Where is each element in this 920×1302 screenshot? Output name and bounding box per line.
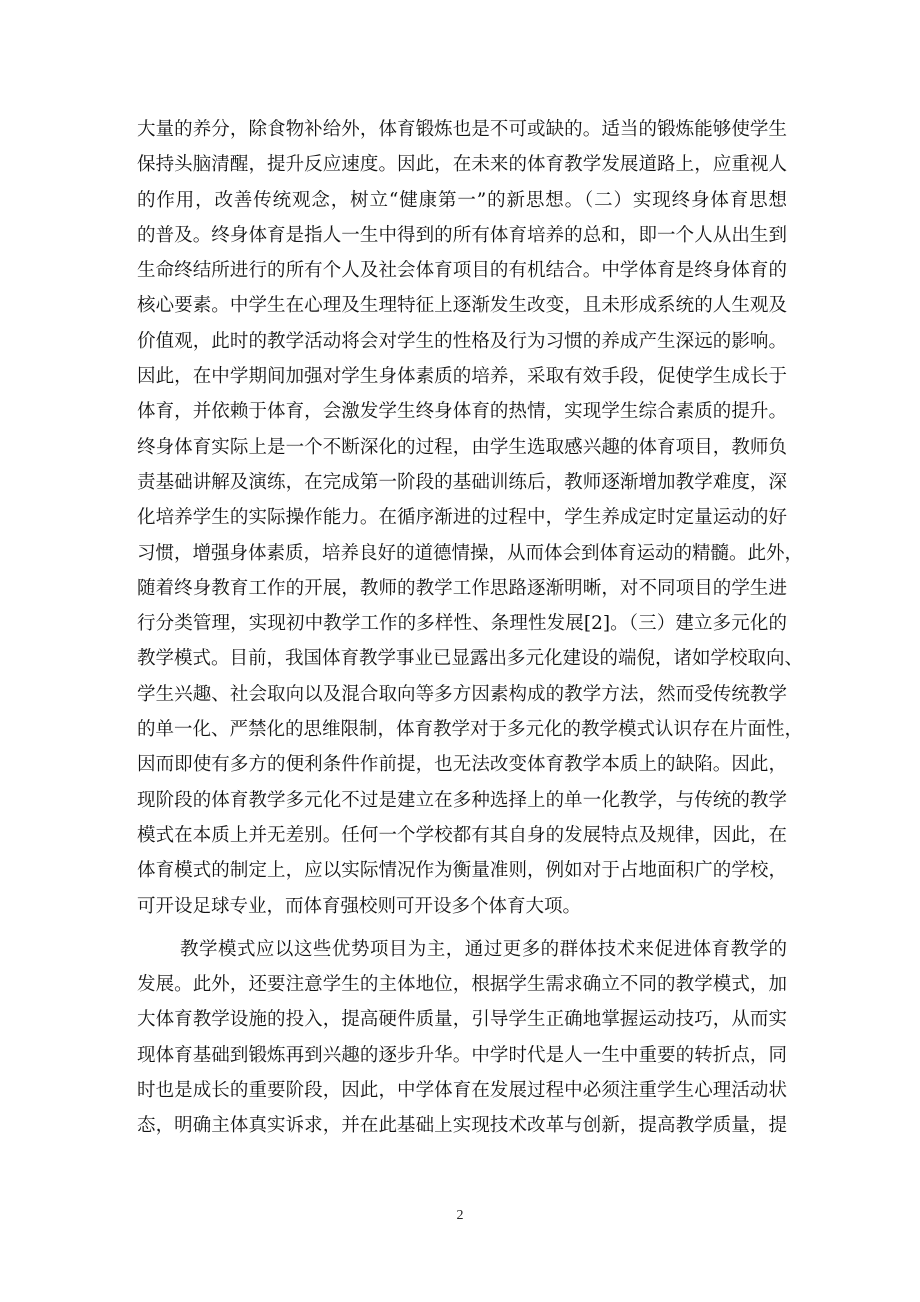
text-line: 体育，并依赖于体育，会激发学生终身体育的热情，实现学生综合素质的提升。 <box>137 401 787 423</box>
text-line: 终身体育实际上是一个不断深化的过程，由学生选取感兴趣的体育项目，教师负 <box>137 436 787 458</box>
page-number: 2 <box>456 1208 464 1223</box>
body-text <box>137 112 804 1144</box>
text-line: 体育模式的制定上，应以实际情况作为衡量准则，例如对于占地面积广的学校， <box>137 860 787 882</box>
text-line: 现阶段的体育教学多元化不过是建立在多种选择上的单一化教学，与传统的教学 <box>137 789 787 811</box>
text-line: 随着终身教育工作的开展，教师的教学工作思路逐渐明晰，对不同项目的学生进 <box>137 577 787 599</box>
text-line: 的单一化、严禁化的思维限制，体育教学对于多元化的教学模式认识存在片面性， <box>137 719 804 741</box>
text-line: 学生兴趣、社会取向以及混合取向等多方因素构成的教学方法，然而受传统教学 <box>137 683 787 705</box>
text-line: 模式在本质上并无差别。任何一个学校都有其自身的发展特点及规律，因此，在 <box>137 824 787 846</box>
text-line: 态，明确主体真实诉求，并在此基础上实现技术改革与创新，提高教学质量，提 <box>137 1115 787 1137</box>
text-line: 因而即使有多方的便利条件作前提，也无法改变体育教学本质上的缺陷。因此， <box>137 754 787 776</box>
text-line: 发展。此外，还要注意学生的主体地位，根据学生需求确立不同的教学模式，加 <box>137 974 787 996</box>
text-line: 教学模式。目前，我国体育教学事业已显露出多元化建设的端倪，诸如学校取向、 <box>137 648 804 670</box>
paragraph-gap <box>137 924 787 932</box>
text-line: 大量的养分，除食物补给外，体育锻炼也是不可或缺的。适当的锻炼能够使学生 <box>137 119 787 140</box>
text-line: 价值观，此时的教学活动将会对学生的性格及行为习惯的养成产生深远的影响。 <box>137 330 787 352</box>
text-line: 保持头脑清醒，提升反应速度。因此，在未来的体育教学发展道路上，应重视人 <box>137 154 787 176</box>
text-line: 的普及。终身体育是指人一生中得到的所有体育培养的总和，即一个人从出生到 <box>137 224 787 246</box>
text-line: 生命终结所进行的所有个人及社会体育项目的有机结合。中学体育是终身体育的 <box>137 260 787 282</box>
text-line: 核心要素。中学生在心理及生理特征上逐渐发生改变，且未形成系统的人生观及 <box>137 295 787 317</box>
text-line: 时也是成长的重要阶段，因此，中学体育在发展过程中必须注重学生心理活动状 <box>137 1080 787 1102</box>
text-line: 现体育基础到锻炼再到兴趣的逐步升华。中学时代是人一生中重要的转折点，同 <box>137 1044 787 1066</box>
text-line: 的作用，改善传统观念，树立“健康第一”的新思想。（二）实现终身体育思想 <box>137 189 787 211</box>
text-line: 教学模式应以这些优势项目为主，通过更多的群体技术来促进体育教学的 <box>180 938 787 960</box>
text-line: 责基础讲解及演练，在完成第一阶段的基础训练后，教师逐渐增加教学难度，深 <box>137 471 787 493</box>
text-line: 因此，在中学期间加强对学生身体素质的培养，采取有效手段，促使学生成长于 <box>137 366 787 388</box>
text-line: 化培养学生的实际操作能力。在循序渐进的过程中，学生养成定时定量运动的好 <box>137 507 787 529</box>
paragraph-2 <box>137 932 787 1144</box>
text-line: 大体育教学设施的投入，提高硬件质量，引导学生正确地掌握运动技巧，从而实 <box>137 1009 787 1031</box>
text-line: 习惯，增强身体素质，培养良好的道德情操，从而体会到体育运动的精髓。此外， <box>137 542 804 564</box>
text-line: 行分类管理，实现初中教学工作的多样性、条理性发展[2]。（三）建立多元化的 <box>137 613 787 635</box>
paragraph-1 <box>137 112 804 924</box>
text-line: 可开设足球专业，而体育强校则可开设多个体育大项。 <box>137 895 582 917</box>
